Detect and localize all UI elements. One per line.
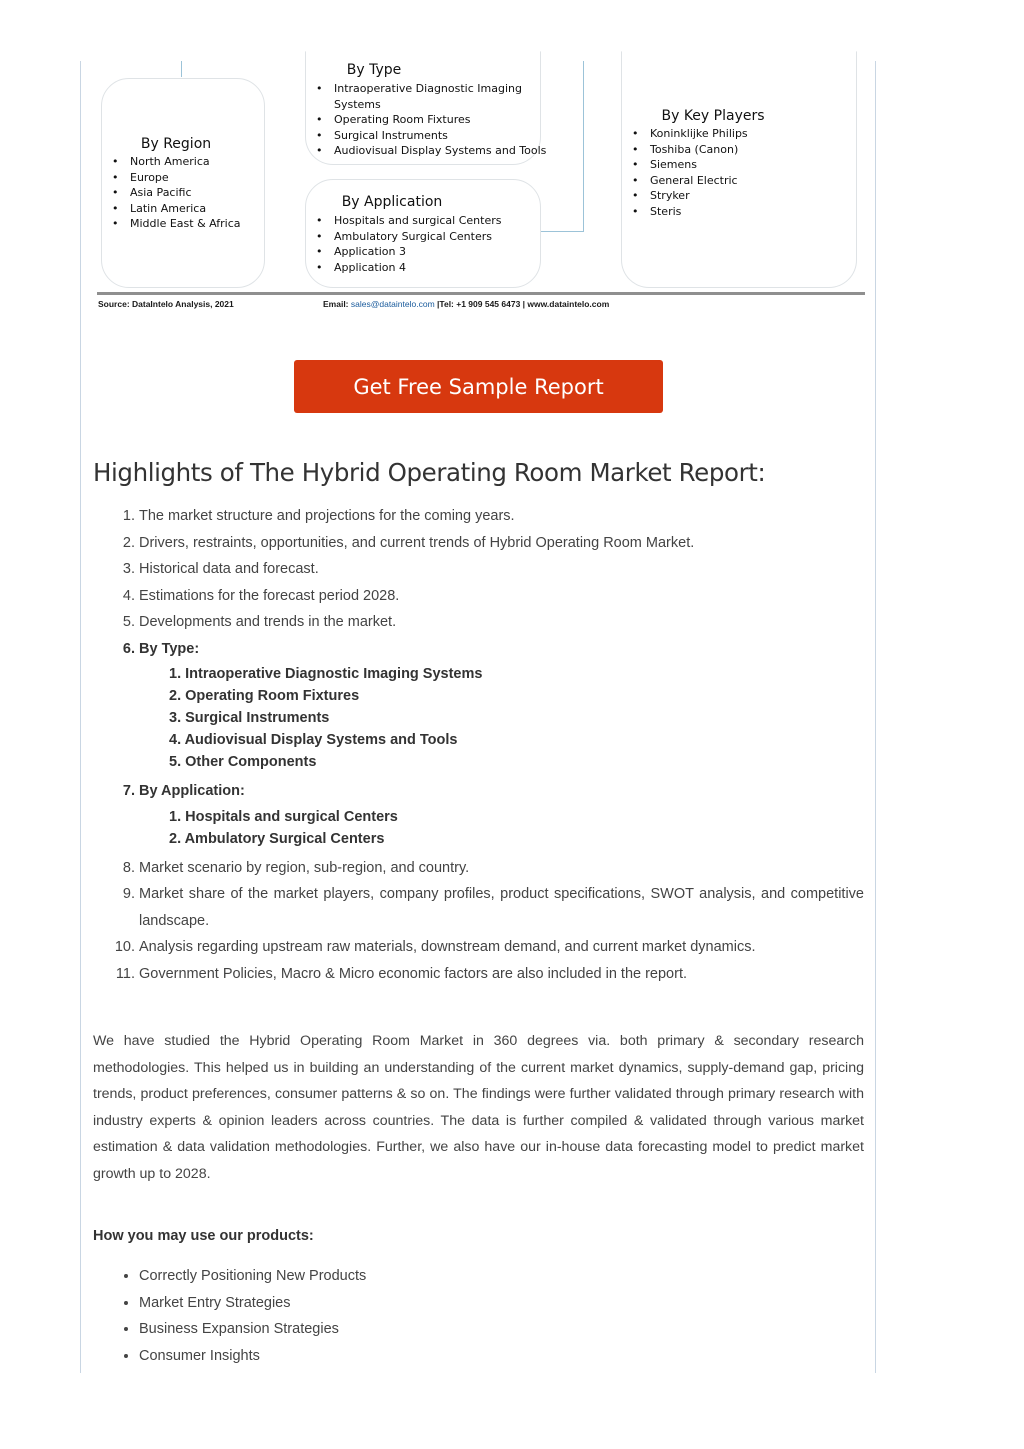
by-application-heading: 7. By Application: xyxy=(122,783,245,799)
list-item: • Application 4 xyxy=(306,260,540,276)
connector-line xyxy=(181,61,182,77)
list-item: • Business Expansion Strategies xyxy=(139,1316,366,1343)
list-item: • Consumer Insights xyxy=(139,1343,366,1370)
by-type-card xyxy=(305,51,547,165)
list-item: • Middle East & Africa xyxy=(102,216,262,232)
contact-line xyxy=(323,299,609,309)
by-application-card xyxy=(305,179,541,288)
list-item: • Application 3 xyxy=(306,244,540,260)
list-item: • Latin America xyxy=(102,201,262,217)
how-to-use-heading: How you may use our products: xyxy=(93,1228,314,1244)
list-item: • Stryker xyxy=(622,188,856,204)
list-item: 10. Analysis regarding upstream raw materials, downstream demand, and current market dynamics. xyxy=(114,939,756,955)
email-link[interactable]: sales@dataintelo.com xyxy=(350,299,435,309)
list-item: • Europe xyxy=(102,170,262,186)
by-region-card xyxy=(101,78,265,288)
divider xyxy=(97,292,865,295)
highlights-title: Highlights of The Hybrid Operating Room Market Report: xyxy=(93,458,766,487)
by-application-list xyxy=(306,213,540,275)
sub-item: 1. Hospitals and surgical Centers xyxy=(169,808,398,825)
contact-details: |Tel: +1 909 545 6473 | www.dataintelo.com xyxy=(437,299,610,309)
list-item: • Hospitals and surgical Centers xyxy=(306,213,540,229)
segmentation-infographic xyxy=(81,61,875,311)
list-item: • Ambulatory Surgical Centers xyxy=(306,229,540,245)
sub-item: 2. Ambulatory Surgical Centers xyxy=(169,830,385,847)
list-item: • General Electric xyxy=(622,173,856,189)
sub-item: 4. Audiovisual Display Systems and Tools xyxy=(169,732,458,748)
by-type-title: By Type xyxy=(346,62,402,78)
list-item: 1. The market structure and projections for the coming years. xyxy=(122,508,515,524)
by-key-players-list xyxy=(622,126,856,219)
email-label: Email: xyxy=(323,299,349,309)
methodology-paragraph: We have studied the Hybrid Operating Room Market in 360 degrees via. both primary & secondary research methodologies. This helped us in building an understanding of the current market dynamics, supply-demand gap, pricing trends, product preferences, consumer patterns & so on. The findings were further validated through primary research with industry experts & opinion leaders across countries. The data is further compiled & validated through various market estimation & data validation methodologies. Further, we also have our in-house data forecasting model to predict market growth up to 2028. xyxy=(93,1033,864,1182)
connector-line xyxy=(539,171,584,232)
report-page xyxy=(80,61,876,1373)
list-item: • Steris xyxy=(622,204,856,220)
how-to-use-list xyxy=(93,1263,366,1369)
by-key-players-title: By Key Players xyxy=(661,108,765,124)
list-item: 2. Drivers, restraints, opportunities, and current trends of Hybrid Operating Room Market. xyxy=(122,534,695,551)
by-type-list xyxy=(306,81,566,159)
list-item: • Asia Pacific xyxy=(102,185,262,201)
get-free-sample-report-button[interactable]: Get Free Sample Report xyxy=(294,360,663,413)
source-note: Source: DataIntelo Analysis, 2021 xyxy=(98,299,234,309)
by-type-sublist xyxy=(93,662,864,778)
by-type-heading: 6. By Type: xyxy=(122,640,200,657)
by-region-list xyxy=(102,154,262,232)
sub-item: 1. Intraoperative Diagnostic Imaging Systems xyxy=(169,666,483,682)
list-item: 5. Developments and trends in the market. xyxy=(122,614,397,630)
list-item: • Operating Room Fixtures xyxy=(306,112,566,128)
by-application-title: By Application xyxy=(341,194,443,210)
by-application-sublist xyxy=(93,805,864,855)
by-region-title: By Region xyxy=(140,136,212,152)
list-item: • Audiovisual Display Systems and Tools xyxy=(306,143,566,159)
list-item: 11. Government Policies, Macro & Micro economic factors are also included in the report. xyxy=(115,965,688,982)
by-key-players-card xyxy=(621,51,857,288)
sub-item: 5. Other Components xyxy=(169,754,317,770)
list-item: 4. Estimations for the forecast period 2028. xyxy=(122,587,400,604)
list-item: 9. Market share of the market players, company profiles, product specifications, SWOT analysis, and competitive landscape. xyxy=(122,886,864,929)
list-item: • Siemens xyxy=(622,157,856,173)
list-item: 8. Market scenario by region, sub-region, and country. xyxy=(122,859,470,876)
highlights-list xyxy=(93,503,864,987)
list-item: 3. Historical data and forecast. xyxy=(122,561,319,577)
sub-item: 3. Surgical Instruments xyxy=(169,710,330,726)
sub-item: 2. Operating Room Fixtures xyxy=(169,688,360,704)
list-item: • North America xyxy=(102,154,262,170)
list-item: • Koninklijke Philips xyxy=(622,126,856,142)
list-item: • Market Entry Strategies xyxy=(139,1290,366,1317)
list-item: • Correctly Positioning New Products xyxy=(139,1263,366,1290)
list-item: • Toshiba (Canon) xyxy=(622,142,856,158)
list-item: • Surgical Instruments xyxy=(306,128,566,144)
list-item: • Intraoperative Diagnostic Imaging Systems xyxy=(306,81,566,112)
connector-line xyxy=(583,61,584,171)
